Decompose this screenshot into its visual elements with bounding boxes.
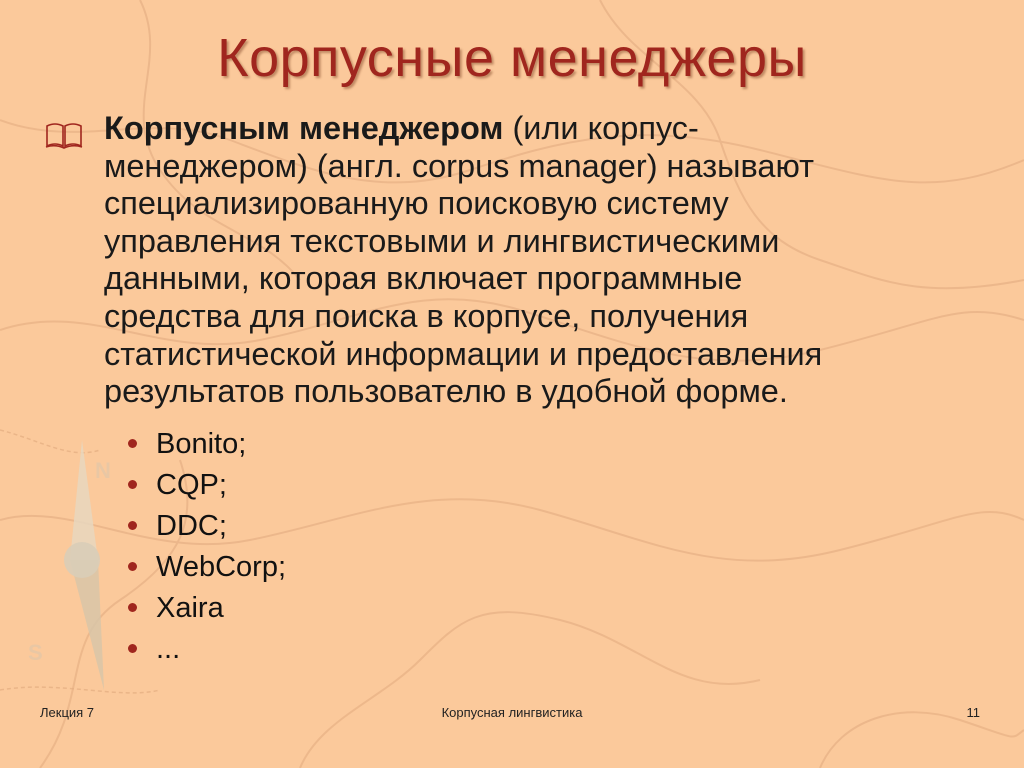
- paragraph-line: менеджером) (англ. corpus manager) называют: [104, 147, 815, 184]
- paragraph-line: специализированную поисковую систему: [104, 185, 729, 222]
- bullet-dot-icon: [128, 439, 137, 448]
- bullet-dot-icon: [128, 603, 137, 612]
- bullet-dot-icon: [128, 644, 137, 653]
- list-item: [128, 588, 286, 629]
- svg-text:N: N: [95, 458, 111, 483]
- bullet-dot-icon: [128, 521, 137, 530]
- list-item: [128, 629, 286, 670]
- footer-course-title: Корпусная лингвистика: [441, 705, 583, 720]
- list-item-label: CQP;: [156, 469, 227, 501]
- main-paragraph-container: [104, 110, 994, 411]
- list-item-label: Bonito;: [156, 428, 247, 460]
- list-item-label: Xaira: [156, 592, 224, 624]
- paragraph-line: средства для поиска в корпусе, получения: [104, 297, 749, 334]
- list-item-label: DDC;: [156, 510, 227, 542]
- list-item: [128, 424, 286, 465]
- corpus-manager-list: [128, 424, 286, 670]
- definition-paragraph: [104, 110, 994, 411]
- compass-icon: [28, 440, 111, 690]
- lead-term: Корпусным менеджером: [104, 110, 504, 146]
- book-icon: [44, 120, 84, 150]
- list-item: [128, 547, 286, 588]
- list-item-label: WebCorp;: [156, 551, 287, 583]
- list-item-label: ...: [156, 633, 181, 665]
- paragraph-line: (или корпус-: [503, 110, 699, 146]
- bullet-dot-icon: [128, 562, 137, 571]
- slide-title: Корпусные менеджеры: [217, 28, 807, 88]
- paragraph-line: управления текстовыми и лингвистическими: [104, 222, 780, 259]
- paragraph-line: статистической информации и предоставления: [104, 335, 823, 372]
- list-item: [128, 506, 286, 547]
- footer-lecture-label: Лекция 7: [40, 705, 95, 720]
- slide-number: 11: [966, 705, 980, 720]
- bullet-dot-icon: [128, 480, 137, 489]
- list-item: [128, 465, 286, 506]
- paragraph-line: данными, которая включает программные: [104, 260, 743, 297]
- svg-text:S: S: [28, 640, 43, 665]
- paragraph-line: результатов пользователю в удобной форме.: [104, 373, 788, 410]
